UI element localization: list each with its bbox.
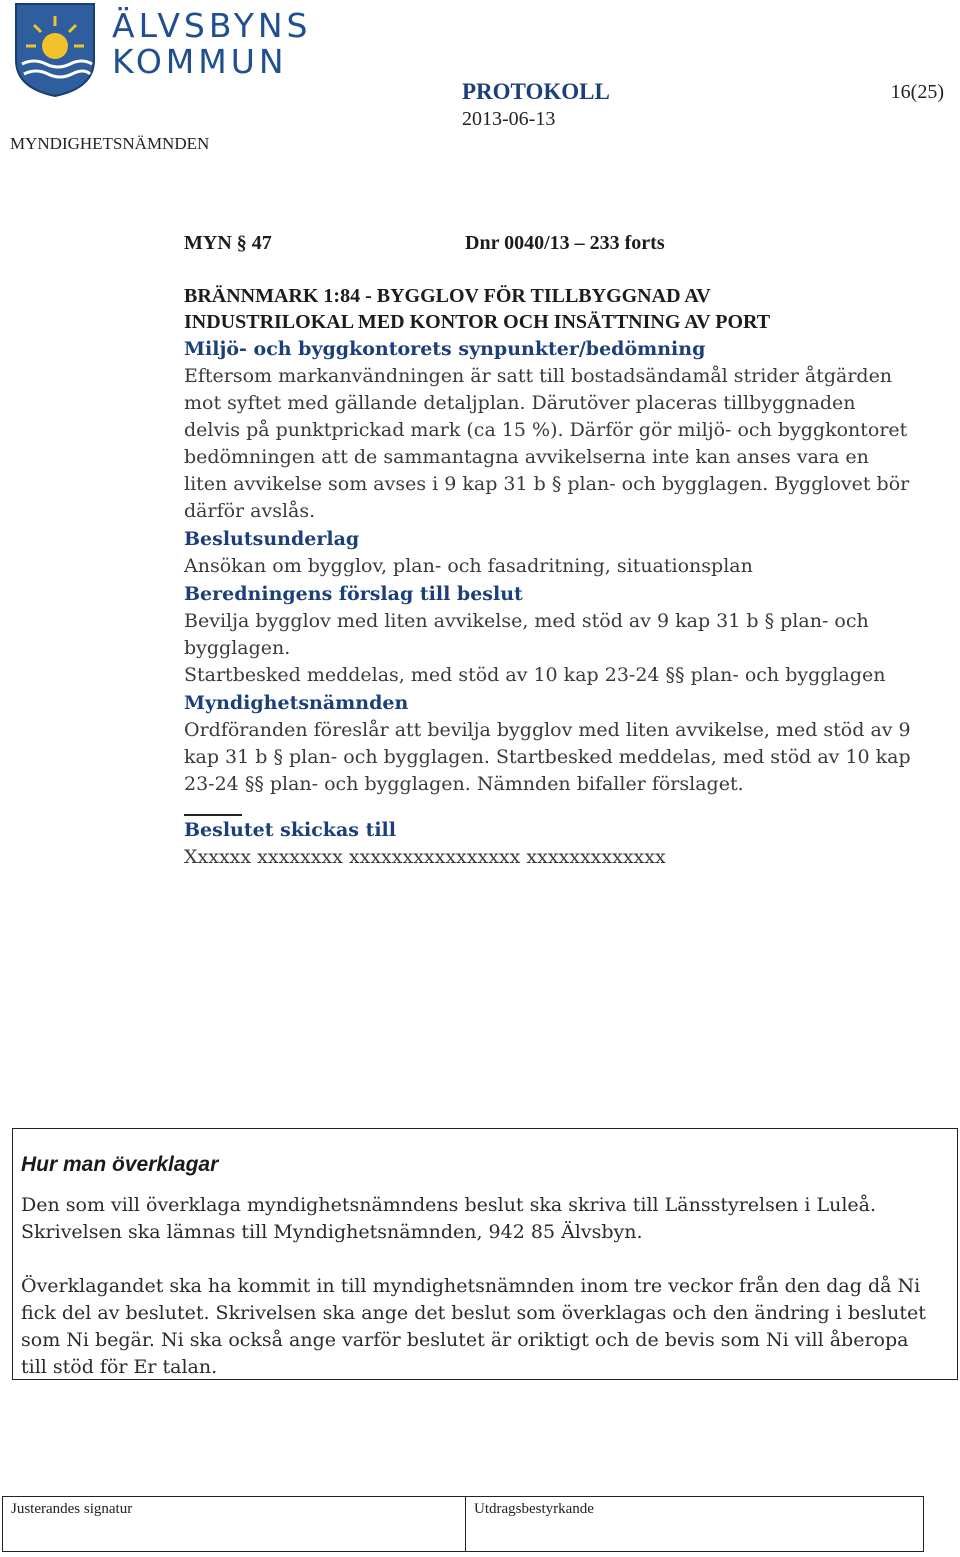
proposal-heading: Beredningens förslag till beslut — [184, 583, 523, 605]
brand-line-1: ÄLVSBYNS — [112, 6, 312, 45]
assessment-heading: Miljö- och byggkontorets synpunkter/bedömning — [184, 338, 706, 360]
proposal-text-2: Startbesked meddelas, med stöd av 10 kap 23-24 §§ plan- och bygglagen — [184, 664, 886, 686]
diary-number: Dnr 0040/13 – 233 forts — [465, 232, 665, 254]
signature-table — [2, 1496, 924, 1552]
brand-line-2: KOMMUN — [112, 42, 288, 81]
appeal-instructions-box — [12, 1128, 958, 1380]
municipality-logo — [14, 2, 96, 98]
appeal-paragraph-2: Överklagandet ska ha kommit in till myndighetsnämnden inom tre veckor från den dag då Ni fick del av beslutet. Skrivelsen ska ange det beslut som överklagas och den ändring i beslutet som Ni begär. Ni ska också ange varför beslutet är oriktigt och de bevis som Ni vill åberopa till stöd för Er talan. — [21, 1275, 926, 1378]
organization-name: MYNDIGHETSNÄMNDEN — [10, 134, 210, 153]
case-title — [184, 283, 914, 335]
signature-cell: Justerandes signatur — [3, 1497, 466, 1551]
document-date: 2013-06-13 — [462, 108, 556, 130]
municipality-name — [112, 8, 311, 80]
document-type: PROTOKOLL — [462, 79, 610, 104]
page-indicator: 16(25) — [890, 81, 944, 103]
basis-text: Ansökan om bygglov, plan- och fasadritning, situationsplan — [184, 555, 753, 577]
case-reference — [184, 230, 914, 257]
proposal-text-1: Bevilja bygglov med liten avvikelse, med stöd av 9 kap 31 b § plan- och bygglagen. — [184, 610, 869, 659]
protocol-content — [184, 230, 914, 871]
paragraph-number: MYN § 47 — [184, 232, 272, 254]
case-title-line-1: BRÄNNMARK 1:84 - BYGGLOV FÖR TILLBYGGNAD AV — [184, 285, 711, 307]
case-title-line-2: INDUSTRILOKAL MED KONTOR OCH INSÄTTNING AV PORT — [184, 311, 771, 333]
appeal-paragraph-1: Den som vill överklaga myndighetsnämndens beslut ska skriva till Länsstyrelsen i Luleå. Skrivelsen ska lämnas till Myndighetsnämnden, 942 85 Älvsbyn. — [21, 1194, 877, 1243]
extract-cell: Utdragsbestyrkande — [474, 1501, 594, 1517]
appeal-title: Hur man överklagar — [21, 1153, 219, 1176]
recipients-text: Xxxxxx xxxxxxxx xxxxxxxxxxxxxxxx xxxxxxxxxxxxx — [184, 846, 666, 868]
board-text: Ordföranden föreslår att bevilja bygglov med liten avvikelse, med stöd av 9 kap 31 b § plan- och bygglagen. Startbesked meddelas, med stöd av 10 kap 23-24 §§ plan- och bygglagen. Nämnden bifaller förslaget. — [184, 719, 911, 795]
board-heading: Myndighetsnämnden — [184, 692, 409, 714]
basis-heading: Beslutsunderlag — [184, 528, 360, 550]
assessment-text: Eftersom markanvändningen är satt till bostadsändamål strider åtgärden mot syftet med gällande detaljplan. Därutöver placeras tillbyggnaden delvis på punktprickad mark (ca 15 %). Därför gör miljö- och byggkontoret bedömningen att de sammantagna avvikelserna inte kan anses vara en liten avvikelse som avses i 9 kap 31 b § plan- och bygglagen. Bygglovet bör därför avslås. — [184, 365, 910, 522]
recipients-heading: Beslutet skickas till — [184, 819, 396, 841]
